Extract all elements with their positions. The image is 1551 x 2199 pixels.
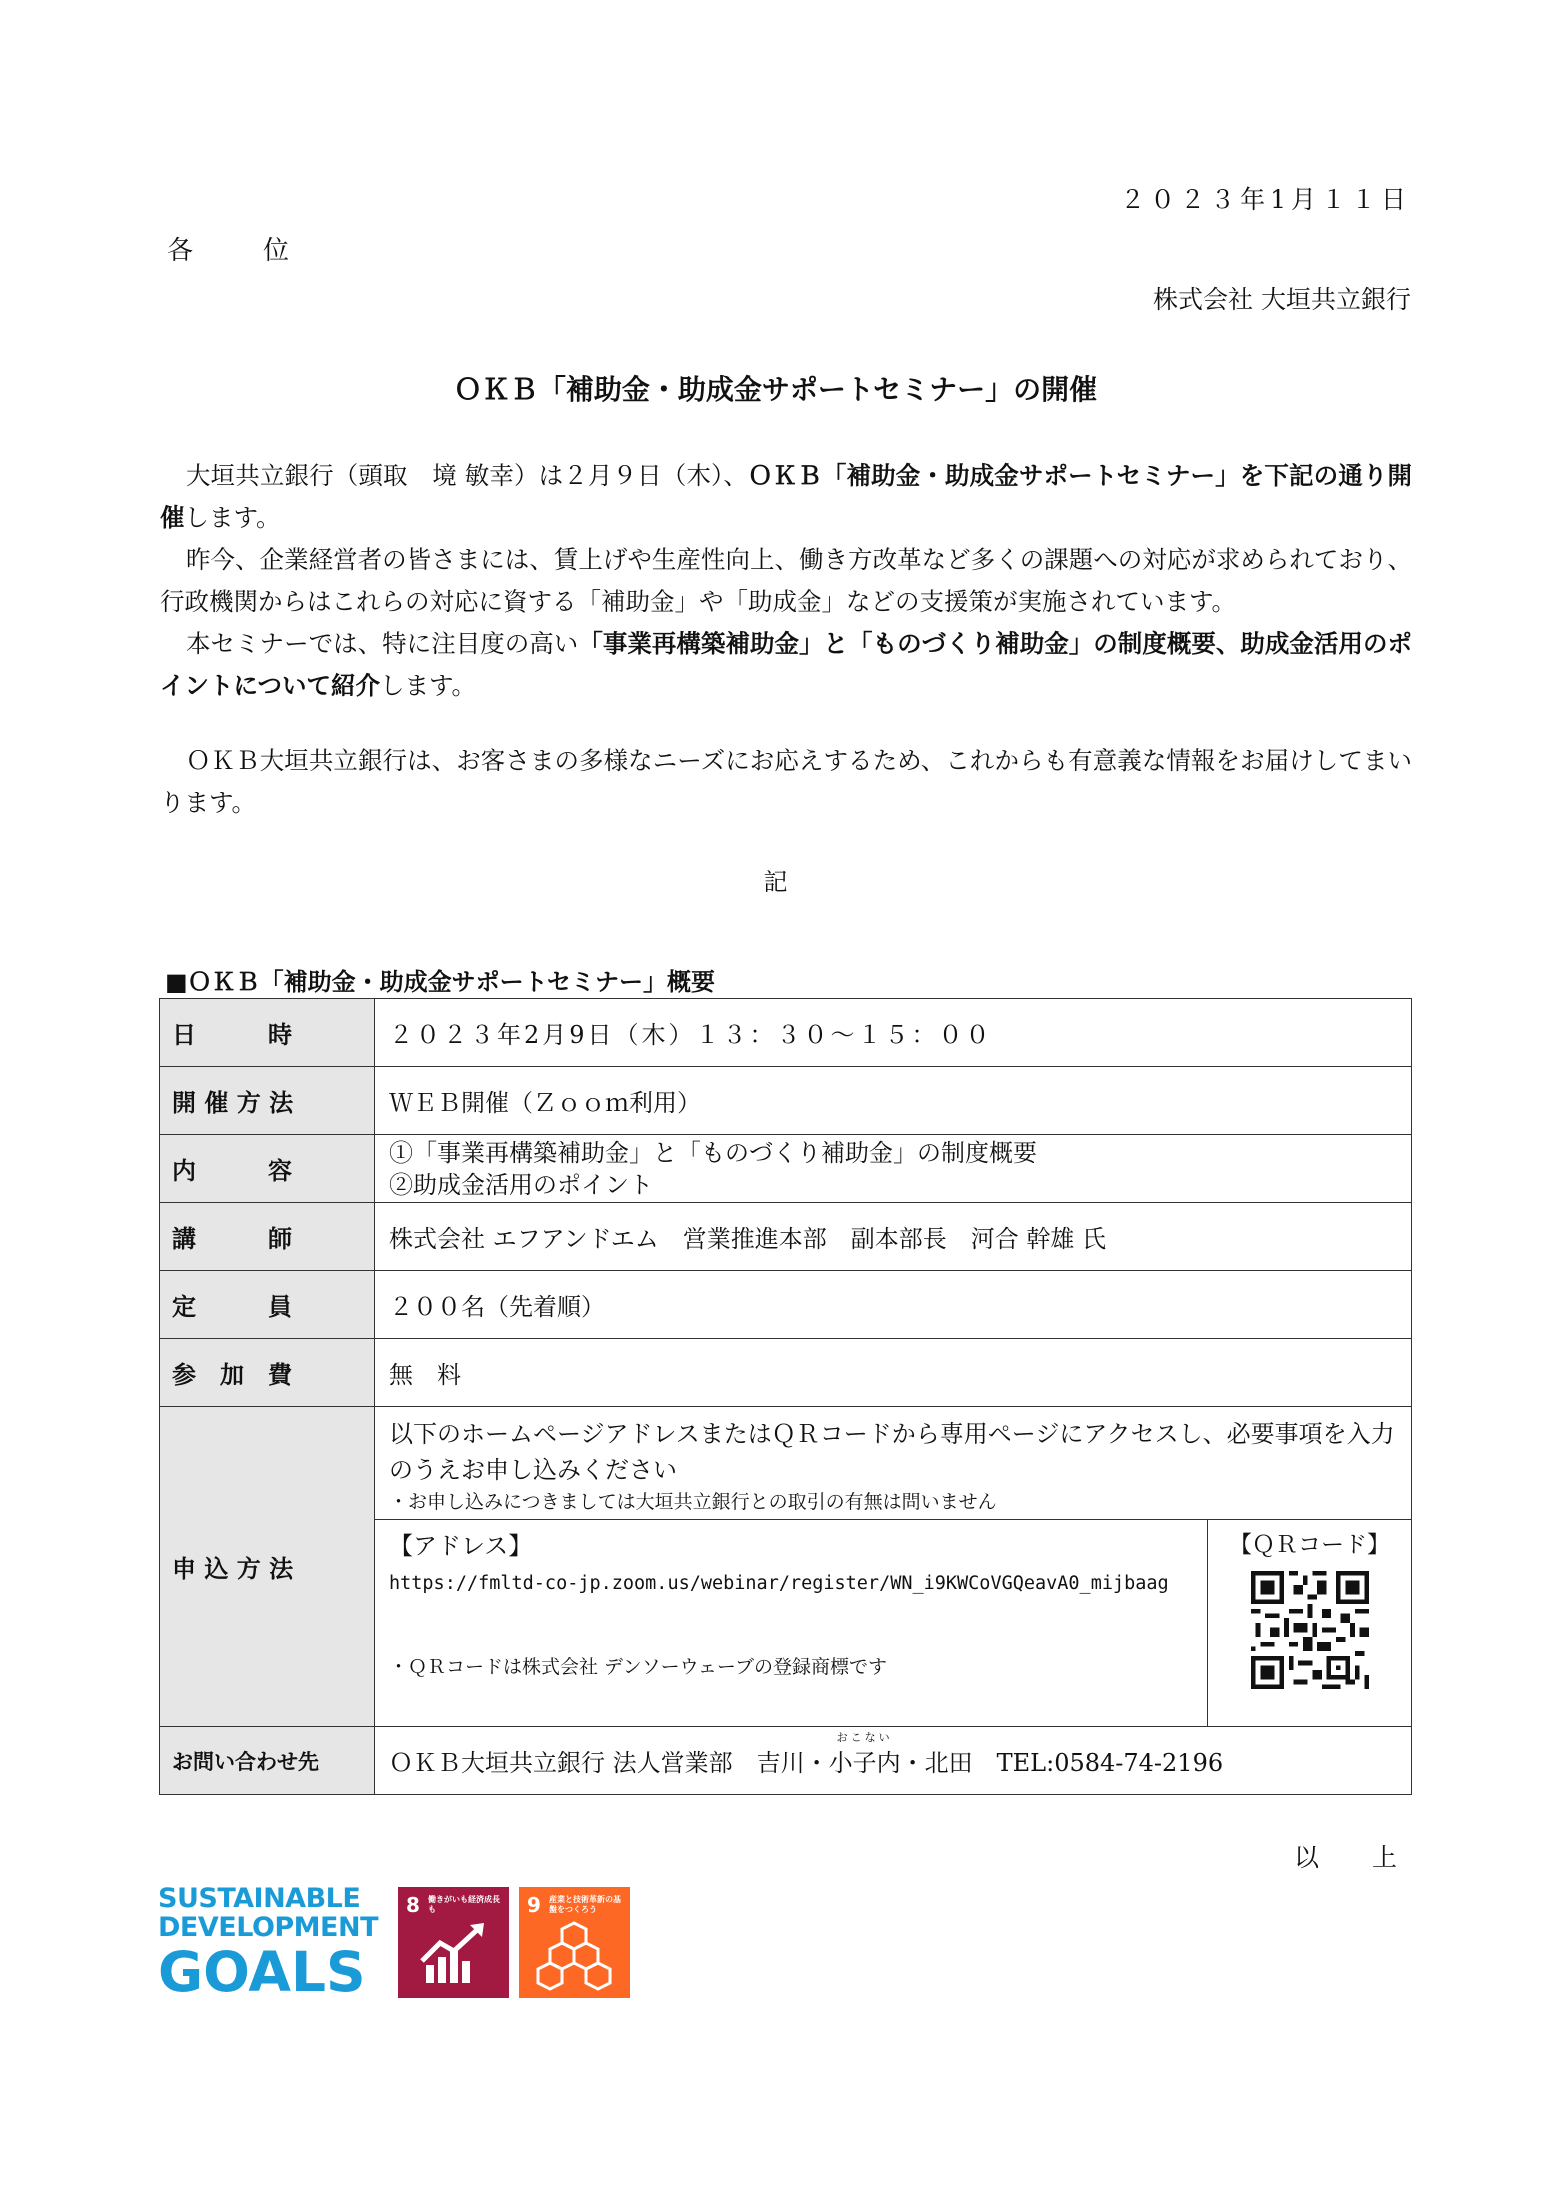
address-block [375, 1520, 1207, 1726]
table-row [160, 1067, 1412, 1135]
qr-label: 【ＱＲコード】 [1229, 1531, 1390, 1558]
sdg-goal-8-badge [398, 1887, 509, 1998]
table-row [160, 1203, 1412, 1271]
page-title: ＯＫＢ「補助金・助成金サポートセミナー」の開催 [453, 373, 1098, 406]
body-paragraph-2 [160, 740, 1412, 824]
method-value: ＷＥＢ開催（Ｚｏｏｍ利用） [375, 1067, 1412, 1135]
table-row [160, 1727, 1412, 1795]
qr-block [1207, 1520, 1411, 1726]
content-item-2: ②助成金活用のポイント [389, 1170, 653, 1199]
sdgs-logo [158, 1884, 378, 2002]
furigana: おこない [836, 1731, 893, 1744]
sender-name: 株式会社 大垣共立銀行 [1153, 285, 1411, 314]
contact-text: ＯＫＢ大垣共立銀行 法人営業部 吉川・ [389, 1749, 829, 1777]
body-paragraph-1 [160, 455, 1412, 707]
table-row [160, 1271, 1412, 1339]
apply-instructions [375, 1408, 1411, 1520]
body-text: 大垣共立銀行（頭取 境 敏幸）は２月９日（木）、 [186, 461, 749, 490]
contact-name: 小子内 [828, 1749, 901, 1777]
capacity-label: 定 員 [160, 1271, 375, 1339]
apply-label: 申 込 方 法 [160, 1407, 375, 1727]
sdgs-goals-word: GOALS [158, 1940, 366, 2004]
table-row [160, 1407, 1412, 1727]
section-heading: ■ＯＫＢ「補助金・助成金サポートセミナー」概要 [165, 968, 715, 996]
capacity-value: ２００名（先着順） [375, 1271, 1412, 1339]
goal-number: 8 [406, 1893, 420, 1917]
body-text: します。 [184, 503, 281, 532]
table-row [160, 1135, 1412, 1203]
datetime-value: ２０２３年2月9日（木）１３：３０～１５：００ [375, 999, 1412, 1067]
goal-text: 産業と技術革新の基盤をつくろう [549, 1895, 621, 1914]
contact-text: ・北田 TEL:0584-74-2196 [900, 1749, 1224, 1777]
table-row [160, 1339, 1412, 1407]
body-text: します。 [380, 671, 477, 700]
method-label: 開 催 方 法 [160, 1067, 375, 1135]
qr-code-icon[interactable] [1251, 1571, 1369, 1689]
datetime-label: 日 時 [160, 999, 375, 1067]
addressee: 各 位 [167, 236, 296, 266]
closing-mark: 以 上 [1293, 1843, 1411, 1872]
table-row [160, 999, 1412, 1067]
apply-text: 以下のホームページアドレスまたはＱＲコードから専用ページにアクセスし、必要事項を入力のうえお申し込みください [389, 1419, 1395, 1484]
apply-links [375, 1520, 1411, 1726]
contact-person [828, 1731, 901, 1778]
body-text: 本セミナーでは、特に注目度の高い [186, 629, 579, 658]
body-text: 昨今、企業経営者の皆さまには、賃上げや生産性向上、働き方改革など多くの課題への対応が求められており、行政機関からはこれらの対応に資する「補助金」や「助成金」などの支援策が実施されています。 [160, 545, 1412, 616]
sdg-goal-9-badge [519, 1887, 630, 1998]
lecturer-value: 株式会社 エフアンドエム 営業推進本部 副本部長 河合 幹雄 氏 [375, 1203, 1412, 1271]
content-value [375, 1135, 1412, 1203]
qr-trademark-note: ・ＱＲコードは株式会社 デンソーウェーブの登録商標です [389, 1655, 887, 1678]
document-date: ２０２３年1月１１日 [1120, 185, 1411, 214]
goal-text: 働きがいも経済成長も [428, 1895, 500, 1914]
ki-marker: 記 [763, 868, 788, 896]
content-label: 内 容 [160, 1135, 375, 1203]
body-bold-text: ＯＫＢ「補助金・助成金サポートセミナー」を下記の通り開催 [160, 461, 1412, 532]
registration-url[interactable]: https://fmltd-co-jp.zoom.us/webinar/register/WN_i9KWCoVGQeavA0_mijbaag [389, 1572, 1169, 1594]
sdgs-line: SUSTAINABLE [158, 1883, 361, 1914]
content-item-1: ①「事業再構築補助金」と「ものづくり補助金」の制度概要 [389, 1138, 1037, 1167]
contact-label: お問い合わせ先 [160, 1727, 375, 1795]
body-text: ＯＫＢ大垣共立銀行は、お客さまの多様なニーズにお応えするため、これからも有意義な情報をお届けしてまいります。 [160, 746, 1412, 817]
fee-label: 参 加 費 [160, 1339, 375, 1407]
fee-value: 無 料 [375, 1339, 1412, 1407]
seminar-info-table [159, 998, 1412, 1795]
sdgs-line: DEVELOPMENT [158, 1912, 379, 1943]
goal-number: 9 [527, 1893, 541, 1917]
apply-cell [375, 1407, 1412, 1727]
address-label: 【アドレス】 [389, 1531, 533, 1560]
body-bold-text: 「事業再構築補助金」と「ものづくり補助金」の制度概要、助成金活用のポイントについて紹介 [160, 629, 1412, 700]
contact-value [375, 1727, 1412, 1795]
apply-note: ・お申し込みにつきましては大垣共立銀行との取引の有無は問いません [389, 1490, 997, 1513]
lecturer-label: 講 師 [160, 1203, 375, 1271]
